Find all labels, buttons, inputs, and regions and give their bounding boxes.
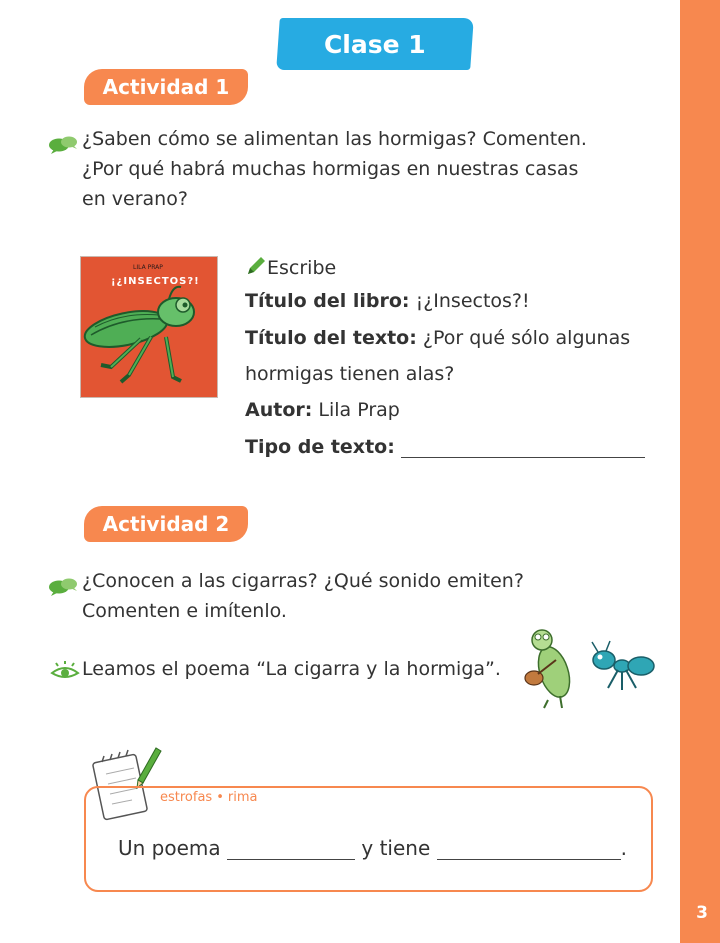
text-type-label: Tipo de texto: xyxy=(245,436,395,458)
text-title-row-continued xyxy=(245,363,645,385)
sentence-blank-2[interactable] xyxy=(437,839,621,860)
cicada-illustration xyxy=(512,626,578,710)
hint-word: rima xyxy=(227,790,258,805)
pencil-icon xyxy=(245,255,267,277)
text-title-row xyxy=(245,327,645,349)
book-cover-title: ¡¿INSECTOS?! xyxy=(111,276,200,287)
activity-1-tag: Actividad 1 xyxy=(84,69,248,105)
sentence-middle: y tiene xyxy=(361,836,431,860)
book-cover-author: LILA PRAP xyxy=(133,264,163,271)
book-title-value: ¡¿Insectos?! xyxy=(415,290,530,312)
ant-illustration xyxy=(586,638,658,694)
author-value: Lila Prap xyxy=(318,399,400,421)
book-title-label: Título del libro: xyxy=(245,290,410,312)
question-line: Comenten e imítenlo. xyxy=(82,600,287,622)
sentence-blank-1[interactable] xyxy=(227,839,355,860)
sentence-end: . xyxy=(620,836,627,860)
hint-word: estrofas xyxy=(160,790,213,805)
question-line: ¿Por qué habrá muchas hormigas en nuestras casas xyxy=(82,158,579,180)
fill-in-sentence xyxy=(118,836,627,860)
chat-bubbles-icon xyxy=(48,576,78,596)
book-cover xyxy=(81,257,217,397)
question-line: ¿Conocen a las cigarras? ¿Qué sonido emiten? xyxy=(82,570,524,592)
reading-prompt: Leamos el poema “La cigarra y la hormiga”. xyxy=(82,658,501,680)
text-title-value: ¿Por qué sólo algunas xyxy=(422,327,631,349)
hint-words xyxy=(160,790,257,805)
text-title-value-continued: hormigas tienen alas? xyxy=(245,363,455,385)
author-row xyxy=(245,399,645,421)
question-line: en verano? xyxy=(82,188,188,210)
author-label: Autor: xyxy=(245,399,313,421)
text-title-label: Título del texto: xyxy=(245,327,417,349)
class-title: Clase 1 xyxy=(324,29,426,59)
text-type-answer-line[interactable] xyxy=(401,437,645,458)
eye-icon xyxy=(50,661,80,681)
book-cover-illustration xyxy=(81,257,217,397)
page-number: 3 xyxy=(696,903,708,923)
activity-2-tag: Actividad 2 xyxy=(84,506,248,542)
book-title-row xyxy=(245,290,645,312)
question-line: ¿Saben cómo se alimentan las hormigas? Comenten. xyxy=(82,128,587,150)
class-title-banner xyxy=(276,18,474,70)
write-prompt: Escribe xyxy=(267,257,337,279)
hint-separator: • xyxy=(216,790,224,805)
sentence-start: Un poema xyxy=(118,836,221,860)
write-prompt-row xyxy=(245,255,645,279)
chat-bubbles-icon xyxy=(48,134,78,154)
activity-1-question xyxy=(82,124,642,214)
side-bar xyxy=(680,0,720,943)
text-type-row xyxy=(245,436,645,458)
activity-2-question xyxy=(82,566,642,626)
